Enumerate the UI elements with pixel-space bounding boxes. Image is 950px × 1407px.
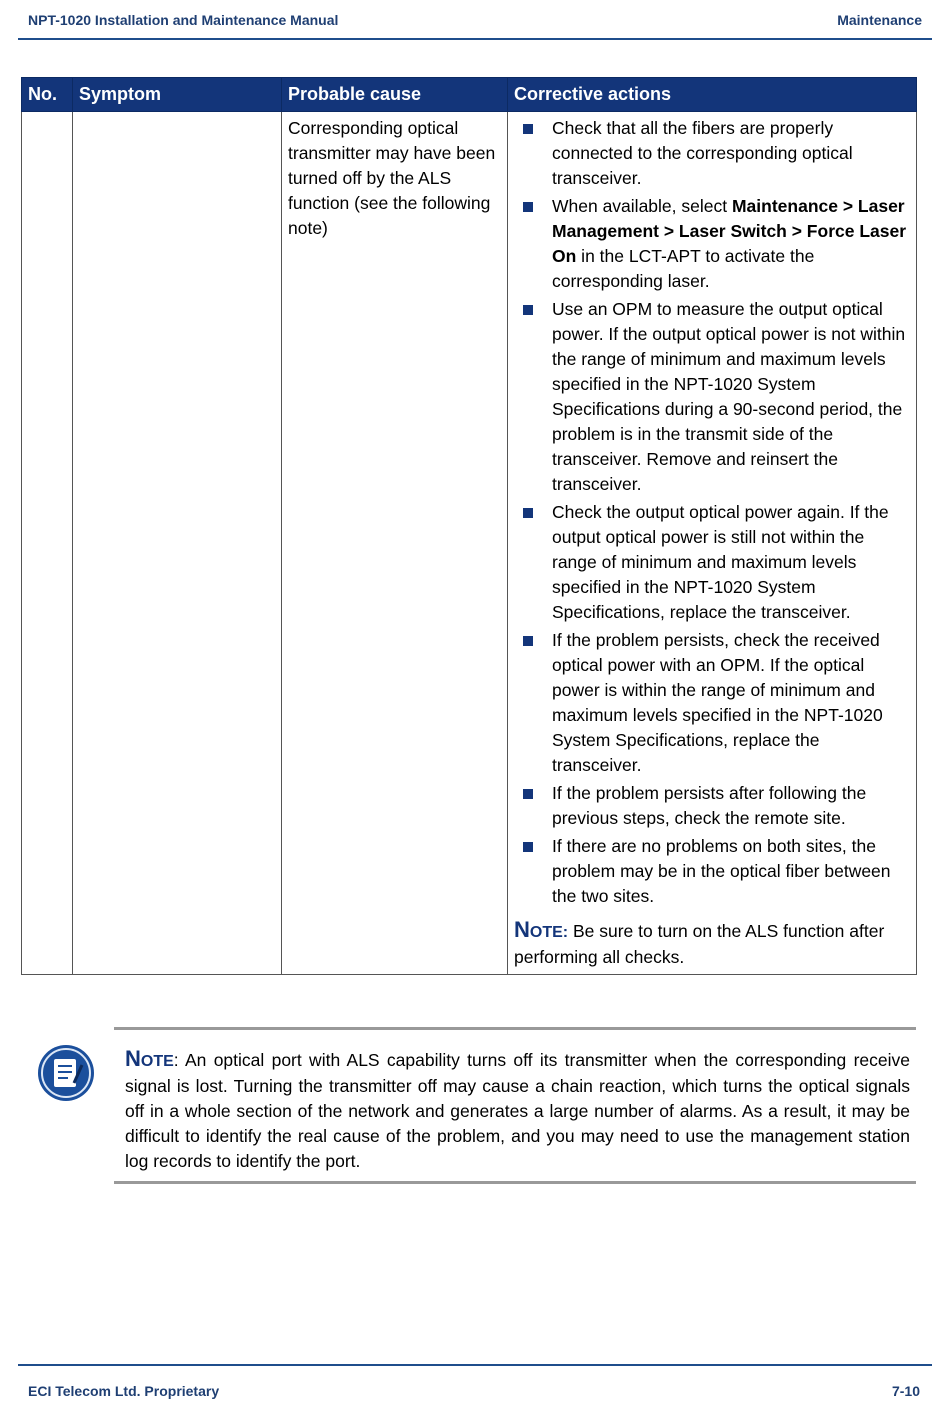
action-text: Check the output optical power again. If the output optical power is still not within the range of minimum and maximum levels specified in the NPT-1020 System Specifications, replace the transceiver. xyxy=(552,502,889,622)
list-item xyxy=(514,116,910,191)
list-item xyxy=(514,297,910,497)
note-box-label xyxy=(125,1046,174,1071)
column-header-probable-cause: Probable cause xyxy=(282,78,508,112)
action-text-suffix: in the LCT-APT to activate the corresponding laser. xyxy=(552,246,815,291)
square-bullet-icon xyxy=(523,789,533,799)
column-header-corrective-actions: Corrective actions xyxy=(508,78,917,112)
note-icon xyxy=(36,1043,96,1103)
page-footer xyxy=(18,1364,932,1406)
page-number: 7-10 xyxy=(891,1383,920,1399)
inline-note xyxy=(514,917,910,970)
header-manual-title: NPT-1020 Installation and Maintenance Manual xyxy=(28,12,339,28)
action-text: If the problem persists, check the received optical power with an OPM. If the optical power is within the range of minimum and maximum levels specified in the NPT-1020 System Specifications, replace the transceiver. xyxy=(552,630,883,775)
square-bullet-icon xyxy=(523,842,533,852)
page-header xyxy=(18,0,932,40)
action-text: Check that all the fibers are properly connected to the corresponding optical transceiver. xyxy=(552,118,853,188)
inline-note-label xyxy=(514,917,568,942)
column-header-symptom: Symptom xyxy=(73,78,282,112)
action-text-prefix: When available, select xyxy=(552,196,732,216)
header-section-title: Maintenance xyxy=(837,12,922,28)
square-bullet-icon xyxy=(523,202,533,212)
table-row xyxy=(22,112,917,975)
list-item xyxy=(514,781,910,831)
column-header-no: No. xyxy=(22,78,73,112)
action-text: Use an OPM to measure the output optical power. If the output optical power is not within the range of minimum and maximum levels specified in the NPT-1020 System Specifications during a 90-second period, the problem is in the transmit side of the transceiver. Remove and reinsert the transceiver. xyxy=(552,299,906,494)
list-item xyxy=(514,628,910,778)
note-box-body: : An optical port with ALS capability turns off its transmitter when the corresponding receive signal is lost. Turning the transmitter off may cause a chain reaction, which turns the optical signals off in a whole section of the network and generates a large number of alarms. As a result, it may be difficult to identify the real cause of the problem, and you may need to use the management station log records to identify the port. xyxy=(125,1050,910,1171)
square-bullet-icon xyxy=(523,508,533,518)
list-item xyxy=(514,834,910,909)
cell-probable-cause: Corresponding optical transmitter may have been turned off by the ALS function (see the following note) xyxy=(282,112,508,975)
cell-corrective-actions xyxy=(508,112,917,975)
list-item xyxy=(514,194,910,294)
note-box-label-initial: N xyxy=(125,1046,141,1071)
corrective-actions-list xyxy=(514,116,910,909)
cell-symptom xyxy=(73,112,282,975)
square-bullet-icon xyxy=(523,124,533,134)
inline-note-text: Be sure to turn on the ALS function after performing all checks. xyxy=(514,921,885,967)
action-text: If there are no problems on both sites, the problem may be in the optical fiber between the two sites. xyxy=(552,836,891,906)
table-header-row xyxy=(22,78,917,112)
note-box-label-rest: OTE xyxy=(140,1053,174,1070)
footer-proprietary: ECI Telecom Ltd. Proprietary xyxy=(28,1383,220,1399)
note-box xyxy=(114,1027,916,1184)
cell-no xyxy=(22,112,73,975)
square-bullet-icon xyxy=(523,636,533,646)
troubleshooting-table xyxy=(21,77,917,975)
action-text: If the problem persists after following the previous steps, check the remote site. xyxy=(552,783,867,828)
note-box-text xyxy=(125,1046,910,1174)
note-label-rest: OTE: xyxy=(529,924,569,941)
menu-path: Maintenance > Laser Management > Laser Switch > Force Laser On xyxy=(552,196,907,266)
list-item xyxy=(514,500,910,625)
note-label-initial: N xyxy=(514,917,530,942)
square-bullet-icon xyxy=(523,305,533,315)
